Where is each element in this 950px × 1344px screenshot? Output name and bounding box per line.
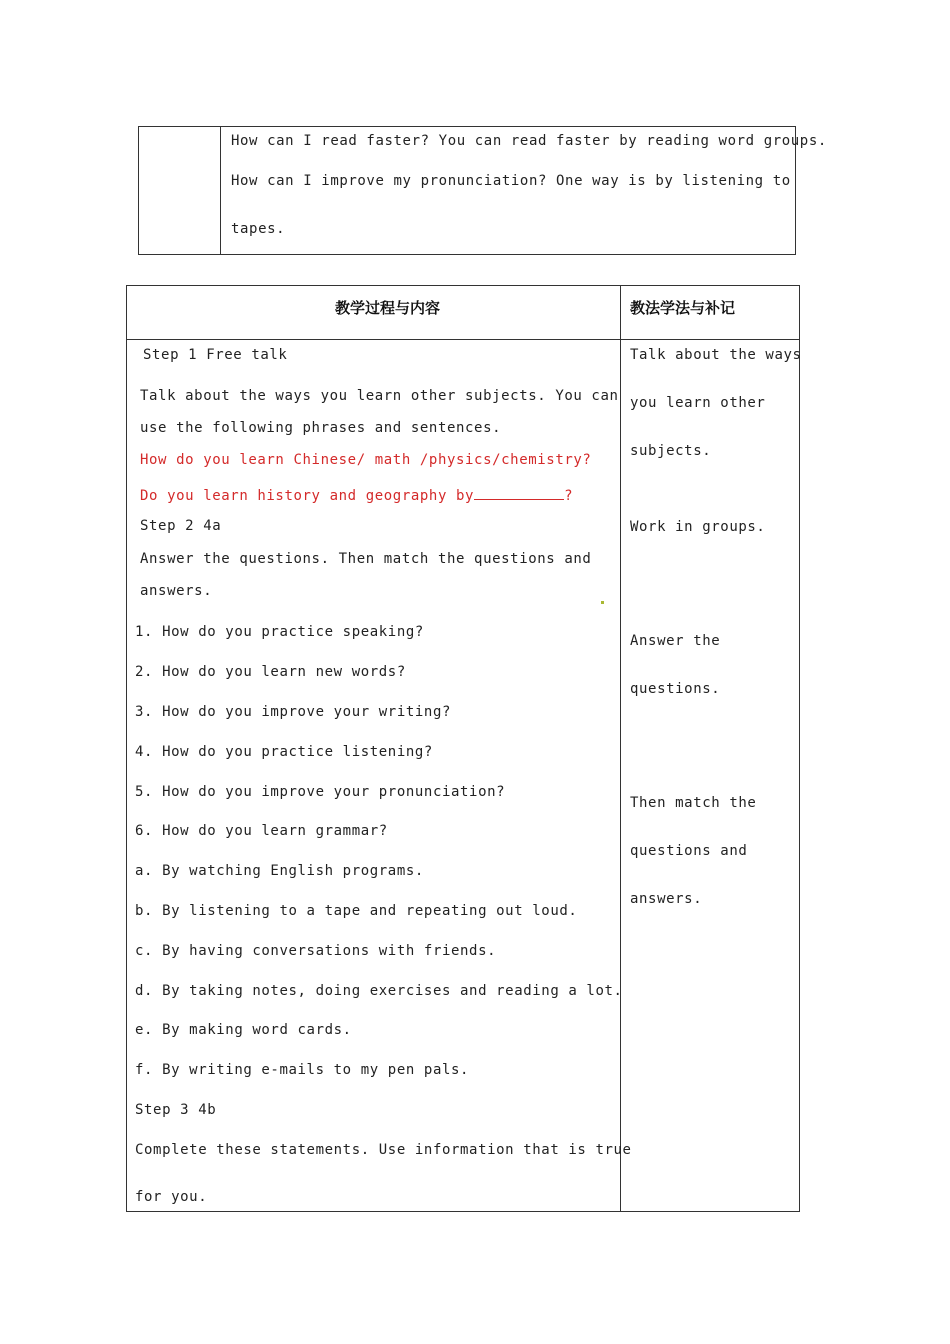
answer-f: f. By writing e-mails to my pen pals. (135, 1062, 470, 1078)
red-example-line-2 (140, 485, 573, 504)
note-line-2: you learn other (630, 395, 766, 411)
answer-e: e. By making word cards. (135, 1022, 352, 1038)
header-teaching-methods: 教法学法与补记 (630, 299, 736, 317)
answer-b: b. By listening to a tape and repeating out loud. (135, 903, 578, 919)
step1-instruction-line-2: use the following phrases and sentences. (140, 420, 502, 436)
top-table-line-3: tapes. (231, 221, 286, 237)
top-table-line-2: How can I improve my pronunciation? One way is by listening to (231, 173, 791, 189)
header-teaching-process: 教学过程与内容 (335, 299, 441, 317)
step1-title: Step 1 Free talk (143, 347, 288, 363)
note-line-7: Then match the (630, 795, 757, 811)
red-example-line-1: How do you learn Chinese/ math /physics/chemistry? (140, 452, 592, 468)
note-line-5: Answer the (630, 633, 721, 649)
question-5: 5. How do you improve your pronunciation? (135, 784, 506, 800)
step3-instruction-line-1: Complete these statements. Use information that is true (135, 1142, 632, 1158)
note-line-6: questions. (630, 681, 721, 697)
note-line-9: answers. (630, 891, 703, 907)
answer-c: c. By having conversations with friends. (135, 943, 497, 959)
question-1: 1. How do you practice speaking? (135, 624, 424, 640)
note-line-8: questions and (630, 843, 748, 859)
note-line-1: Talk about the ways (630, 347, 802, 363)
lesson-table-column-divider (620, 285, 621, 1212)
question-6: 6. How do you learn grammar? (135, 823, 388, 839)
step2-title: Step 2 4a (140, 518, 222, 534)
question-2: 2. How do you learn new words? (135, 664, 406, 680)
answer-d: d. By taking notes, doing exercises and reading a lot. (135, 983, 623, 999)
fill-in-blank (474, 485, 564, 500)
question-4: 4. How do you practice listening? (135, 744, 433, 760)
red-example-line-2-suffix: ? (564, 488, 574, 504)
speck-mark (601, 601, 604, 604)
question-3: 3. How do you improve your writing? (135, 704, 452, 720)
step3-title: Step 3 4b (135, 1102, 217, 1118)
step2-instruction-line-2: answers. (140, 583, 213, 599)
top-table-line-1: How can I read faster? You can read faster by reading word groups. (231, 133, 827, 149)
lesson-table-header-divider (126, 339, 800, 340)
step2-instruction-line-1: Answer the questions. Then match the questions and (140, 551, 592, 567)
answer-a: a. By watching English programs. (135, 863, 424, 879)
note-line-4: Work in groups. (630, 519, 766, 535)
note-line-3: subjects. (630, 443, 712, 459)
top-table-divider (220, 126, 221, 255)
step1-instruction-line-1: Talk about the ways you learn other subjects. You can (140, 388, 619, 404)
red-example-line-2-prefix: Do you learn history and geography by (140, 488, 475, 504)
step3-instruction-line-2: for you. (135, 1189, 208, 1205)
